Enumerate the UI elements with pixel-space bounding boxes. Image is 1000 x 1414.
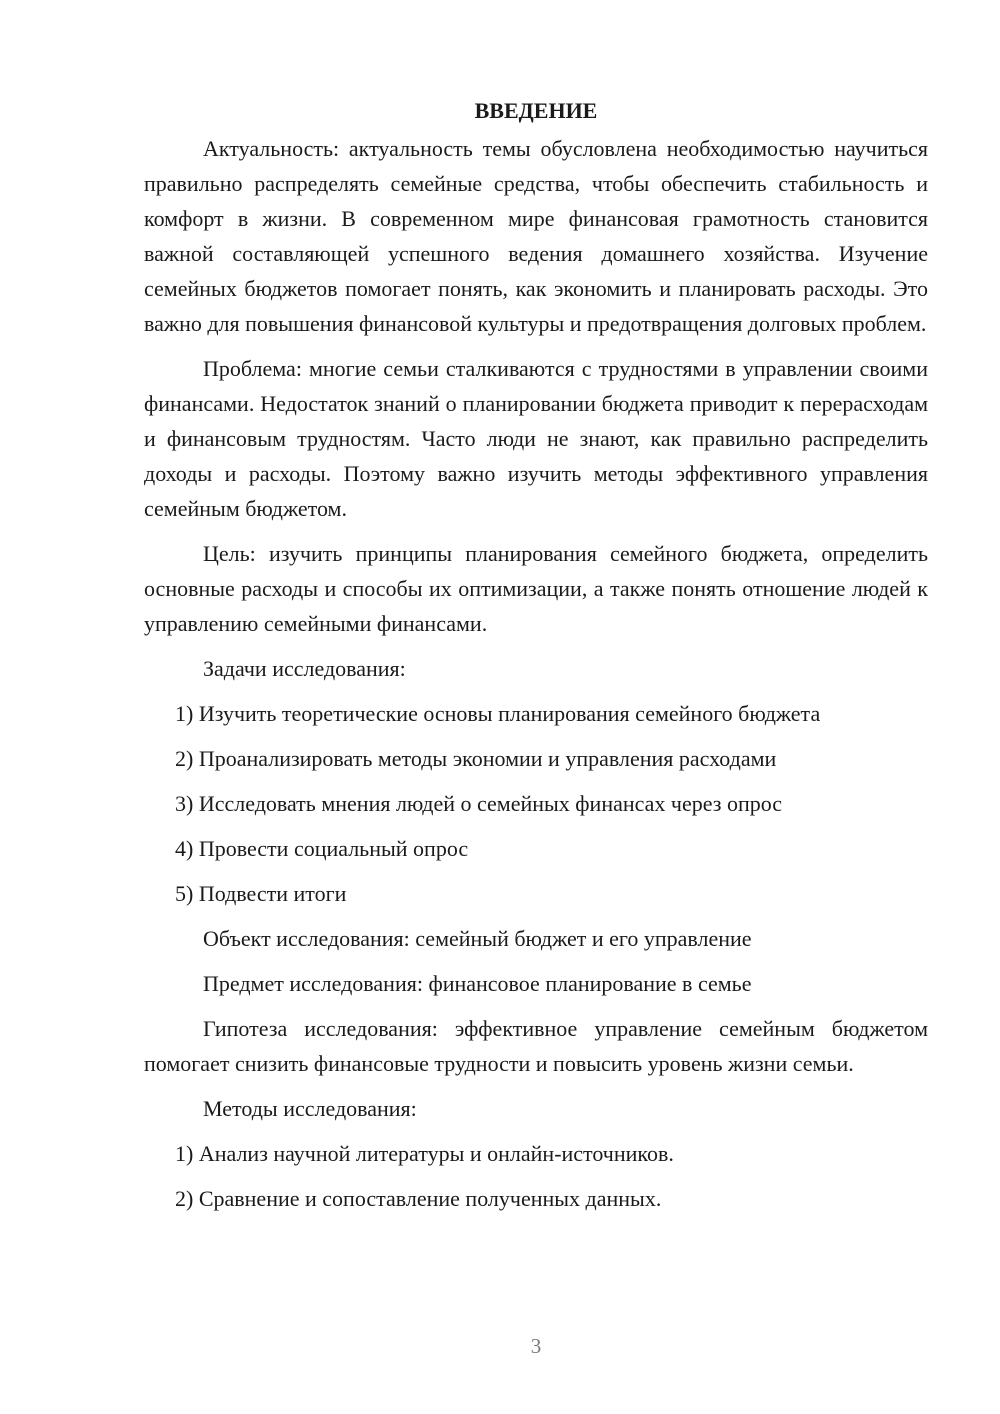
goal-paragraph: Цель: изучить принципы планирования семейного бюджета, определить основные расходы и способы их оптимизации, а также понять отношение людей к управлению семейными финансами. <box>144 541 928 636</box>
task-item: 4) Провести социальный опрос <box>175 836 469 861</box>
research-object: Объект исследования: семейный бюджет и его управление <box>203 926 752 951</box>
tasks-heading: Задачи исследования: <box>203 656 406 681</box>
task-item: 3) Исследовать мнения людей о семейных финансах через опрос <box>175 791 783 816</box>
hypothesis-paragraph: Гипотеза исследования: эффективное управление семейным бюджетом помогает снизить финансовые трудности и повысить уровень жизни семьи. <box>144 1016 928 1076</box>
method-item: 2) Сравнение и сопоставление полученных данных. <box>175 1186 662 1211</box>
page-number: 3 <box>530 1334 542 1358</box>
task-item: 1) Изучить теоретические основы планирования семейного бюджета <box>175 701 821 726</box>
task-item: 5) Подвести итоги <box>175 881 347 906</box>
method-item: 1) Анализ научной литературы и онлайн-источников. <box>175 1141 674 1166</box>
task-item: 2) Проанализировать методы экономии и управления расходами <box>175 746 777 771</box>
relevance-paragraph: Актуальность: актуальность темы обусловлена необходимостью научиться правильно распределять семейные средства, чтобы обеспечить стабильность и комфорт в жизни. В современном мире финансовая грамотность становится важной составляющей успешного ведения домашнего хозяйства. Изучение семейных бюджетов помогает понять, как экономить и планировать расходы. Это важно для повышения финансовой культуры и предотвращения долговых проблем. <box>144 136 928 336</box>
methods-heading: Методы исследования: <box>203 1096 417 1121</box>
document-body <box>144 96 928 1226</box>
page-title: ВВЕДЕНИЕ <box>474 98 598 123</box>
research-subject: Предмет исследования: финансовое планирование в семье <box>203 971 752 996</box>
problem-paragraph: Проблема: многие семьи сталкиваются с трудностями в управлении своими финансами. Недостаток знаний о планировании бюджета приводит к перерасходам и финансовым трудностям. Часто люди не знают, как правильно распределить доходы и расходы. Поэтому важно изучить методы эффективного управления семейным бюджетом. <box>144 356 928 521</box>
